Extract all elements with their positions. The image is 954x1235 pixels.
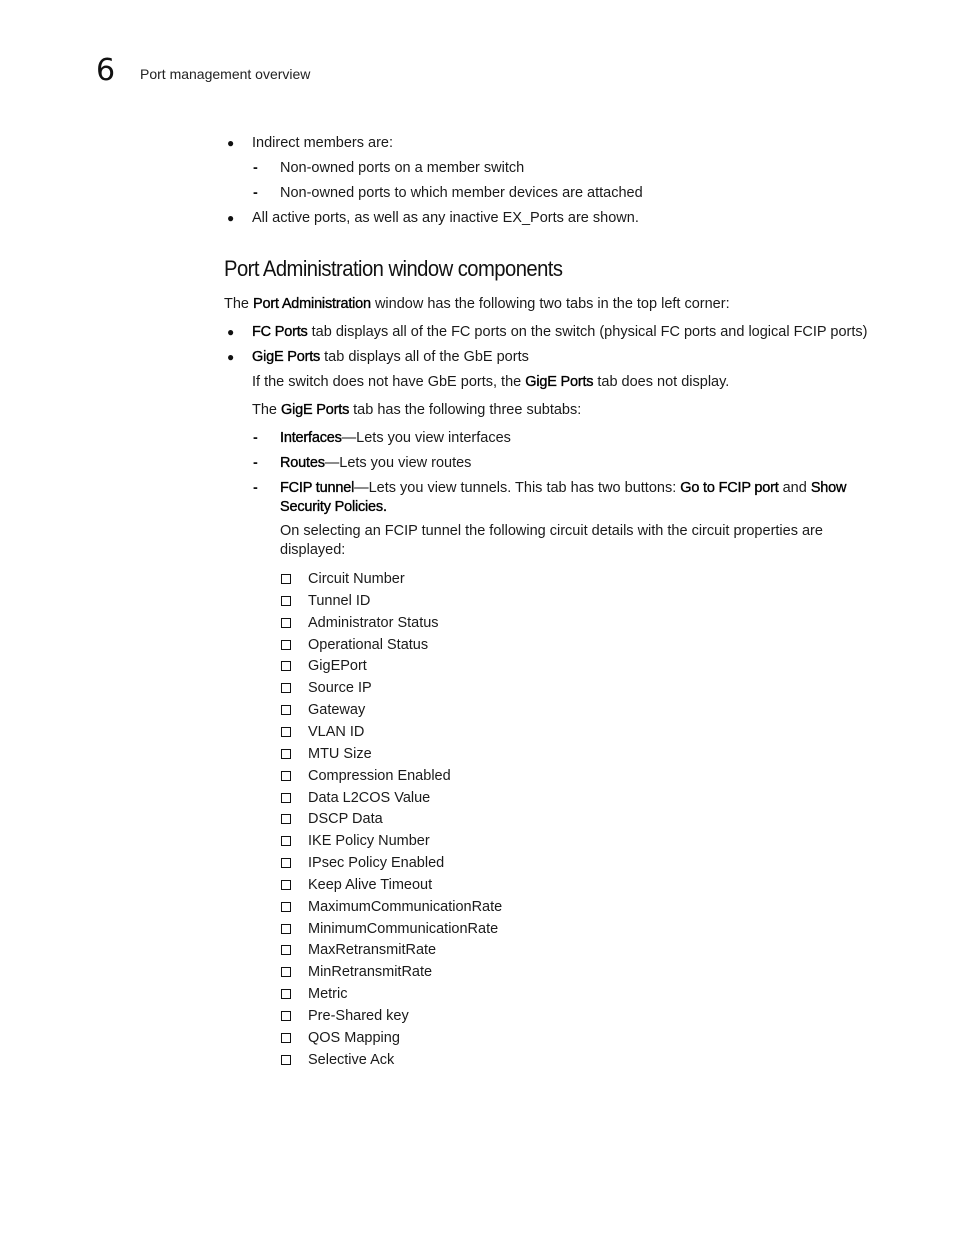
sub-bullet-non-owned-member-switch: Non-owned ports on a member switch: [280, 160, 525, 176]
checkbox-square-icon: [281, 640, 291, 650]
bullet-active-ports: All active ports, as well as any inactive EX_Ports are shown.: [252, 210, 639, 226]
circuit-property-item: Gateway: [308, 702, 366, 719]
circuit-property-item: VLAN ID: [308, 723, 365, 740]
circuit-property-item: Tunnel ID: [308, 592, 371, 609]
ui-term-show-security-policies: Security Policies.: [280, 499, 387, 515]
ui-term-go-to-fcip-port: Go to FCIP port: [680, 480, 779, 496]
circuit-property-item: Metric: [308, 986, 348, 1003]
text-segment: The: [224, 296, 254, 312]
ui-term-fc-ports: FC Ports: [252, 324, 308, 340]
checkbox-square-icon: [281, 1011, 291, 1021]
checkbox-square-icon: [281, 836, 291, 846]
subtab-interfaces: [280, 429, 511, 448]
dash-marker-icon: -: [253, 185, 258, 201]
text-segment: window has the following two tabs in the top left corner:: [370, 296, 730, 312]
ui-term-port-administration: Port Administration: [253, 296, 371, 312]
text-segment: tab has the following three subtabs:: [349, 402, 582, 418]
text-segment: —Lets you view routes: [324, 455, 472, 471]
checkbox-square-icon: [281, 1055, 291, 1065]
bullet-indirect-members: Indirect members are:: [252, 135, 394, 151]
text-segment: tab displays all of the GbE ports: [320, 349, 529, 365]
text-segment: tab does not display.: [593, 374, 730, 390]
circuit-property-item: Compression Enabled: [308, 767, 451, 784]
subtab-fcip-tunnel-cont: [280, 498, 387, 517]
checkbox-square-icon: [281, 858, 291, 868]
paragraph-no-gbe: [252, 373, 729, 392]
checkbox-square-icon: [281, 618, 291, 628]
circuit-property-item: Pre-Shared key: [308, 1008, 409, 1024]
ui-term-gige-ports: GigE Ports: [281, 402, 350, 418]
circuit-property-item: Circuit Number: [308, 571, 405, 587]
checkbox-square-icon: [281, 924, 291, 934]
text-segment: tab displays all of the FC ports on the switch (physical FC ports and logical FCIP ports): [307, 324, 868, 340]
circuit-property-item: MTU Size: [308, 745, 372, 762]
text-segment: —Lets you view interfaces: [341, 430, 511, 446]
checkbox-square-icon: [281, 1033, 291, 1043]
paragraph-subtabs: [252, 401, 581, 420]
circuit-property-item: MaximumCommunicationRate: [308, 898, 503, 915]
bullet-dot-icon: ●: [227, 136, 235, 150]
section-heading: Port Administration window components: [224, 256, 563, 281]
circuit-property-item: MaxRetransmitRate: [308, 942, 437, 959]
ui-term-routes: Routes: [280, 455, 325, 471]
circuit-property-item: MinimumCommunicationRate: [308, 920, 499, 937]
ui-term-gige-ports: GigE Ports: [252, 349, 321, 365]
paragraph-port-admin-tabs: [224, 295, 730, 314]
paragraph-circuit-details-line2: displayed:: [280, 542, 346, 558]
circuit-property-item: Administrator Status: [308, 614, 439, 631]
checkbox-square-icon: [281, 880, 291, 890]
checkbox-square-icon: [281, 661, 291, 671]
checkbox-square-icon: [281, 749, 291, 759]
bullet-dot-icon: ●: [227, 350, 235, 364]
circuit-property-item: DSCP Data: [308, 811, 383, 828]
checkbox-square-icon: [281, 814, 291, 824]
bullet-fc-ports: [252, 323, 867, 342]
chapter-number: 6: [96, 53, 116, 88]
dash-marker-icon: -: [253, 480, 258, 496]
chapter-title: Port management overview: [140, 66, 311, 82]
sub-bullet-non-owned-member-devices: Non-owned ports to which member devices are attached: [280, 185, 643, 201]
circuit-property-item: GigEPort: [308, 658, 367, 675]
circuit-property-item: IKE Policy Number: [308, 833, 430, 850]
circuit-property-item: IPsec Policy Enabled: [308, 855, 445, 872]
text-segment: —Lets you view tunnels. This tab has two buttons:: [354, 480, 681, 496]
dash-marker-icon: -: [253, 160, 258, 176]
checkbox-square-icon: [281, 705, 291, 715]
bullet-dot-icon: ●: [227, 211, 235, 225]
ui-term-show-security-policies: Show: [810, 480, 847, 496]
checkbox-square-icon: [281, 683, 291, 693]
checkbox-square-icon: [281, 727, 291, 737]
circuit-property-item: MinRetransmitRate: [308, 964, 433, 981]
bullet-dot-icon: ●: [227, 325, 235, 339]
checkbox-square-icon: [281, 989, 291, 999]
ui-term-interfaces: Interfaces: [280, 430, 342, 446]
checkbox-square-icon: [281, 902, 291, 912]
checkbox-square-icon: [281, 771, 291, 781]
circuit-property-item: Data L2COS Value: [308, 789, 431, 806]
dash-marker-icon: -: [253, 430, 258, 446]
paragraph-circuit-details-line1: On selecting an FCIP tunnel the following circuit details with the circuit properties are: [280, 523, 823, 539]
ui-term-fcip-tunnel: FCIP tunnel: [280, 480, 355, 496]
dash-marker-icon: -: [253, 455, 258, 471]
circuit-property-item: Selective Ack: [308, 1051, 395, 1068]
checkbox-square-icon: [281, 574, 291, 584]
subtab-routes: [280, 454, 471, 473]
ui-term-gige-ports: GigE Ports: [525, 374, 594, 390]
checkbox-square-icon: [281, 967, 291, 977]
bullet-gige-ports: [252, 348, 529, 367]
text-segment: The: [252, 402, 282, 418]
circuit-property-item: Keep Alive Timeout: [308, 876, 433, 893]
checkbox-square-icon: [281, 945, 291, 955]
subtab-fcip-tunnel: [280, 479, 846, 498]
text-segment: and: [778, 480, 811, 496]
text-segment: If the switch does not have GbE ports, the: [252, 374, 526, 390]
circuit-property-item: QOS Mapping: [308, 1029, 400, 1046]
checkbox-square-icon: [281, 793, 291, 803]
circuit-property-item: Source IP: [308, 680, 372, 697]
checkbox-square-icon: [281, 596, 291, 606]
circuit-property-item: Operational Status: [308, 636, 429, 653]
